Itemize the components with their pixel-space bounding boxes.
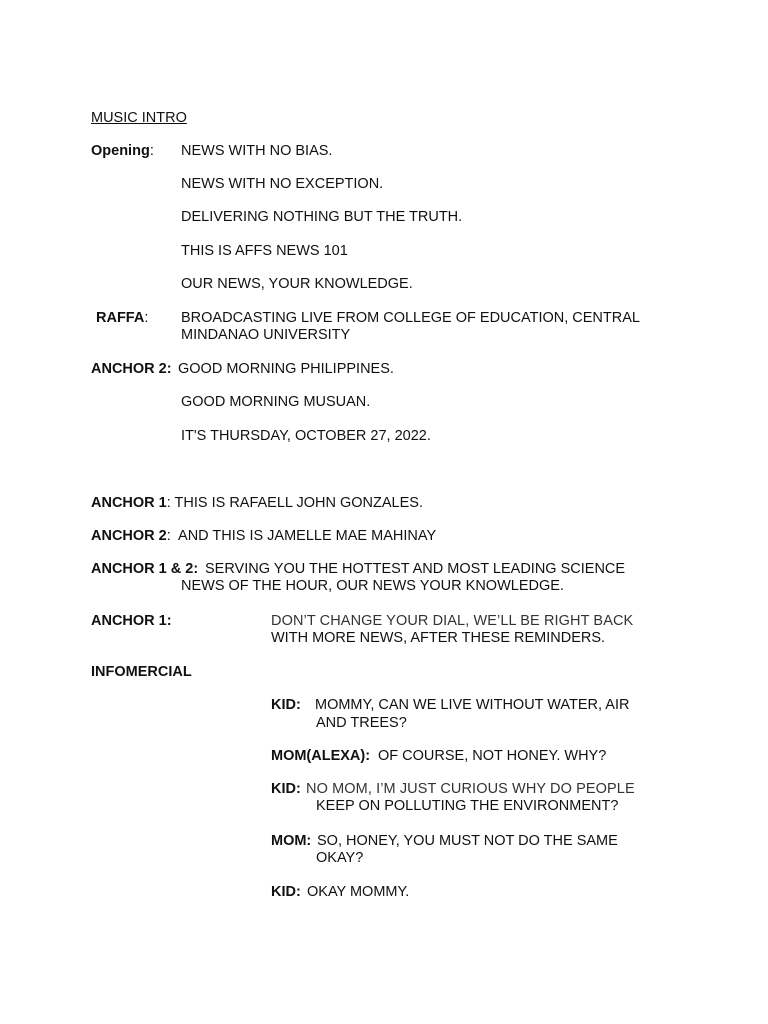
- dialogue-line: SO, HONEY, YOU MUST NOT DO THE SAME: [317, 833, 618, 849]
- dialogue-line: MOMMY, CAN WE LIVE WITHOUT WATER, AIR: [315, 697, 630, 713]
- raffa-line: BROADCASTING LIVE FROM COLLEGE OF EDUCATION, CENTRAL: [181, 310, 640, 326]
- raffa-speaker-label: [96, 309, 148, 327]
- anchor1-break-speaker-label: ANCHOR 1:: [91, 613, 172, 629]
- dialogue-line: AND TREES?: [316, 715, 407, 731]
- kid-speaker-label: KID:: [271, 697, 301, 713]
- anchor1-break-line: WITH MORE NEWS, AFTER THESE REMINDERS.: [271, 630, 606, 646]
- anchor12-line: NEWS OF THE HOUR, OUR NEWS YOUR KNOWLEDGE.: [181, 578, 564, 594]
- anchor1-intro-line: [91, 494, 423, 512]
- anchor12-line: SERVING YOU THE HOTTEST AND MOST LEADING SCIENCE: [205, 561, 626, 577]
- opening-line: NEWS WITH NO EXCEPTION.: [181, 176, 384, 192]
- opening-line: THIS IS AFFS NEWS 101: [181, 243, 348, 259]
- speaker-name: ANCHOR 1: [91, 495, 167, 511]
- dialogue-line: OKAY?: [316, 850, 364, 866]
- infomercial-heading: INFOMERCIAL: [91, 664, 192, 680]
- anchor2-intro-line: [91, 527, 436, 545]
- anchor2-speaker-label: ANCHOR 2:: [91, 361, 172, 377]
- speaker-name: ANCHOR 2: [91, 528, 167, 544]
- opening-speaker-label: [91, 142, 154, 160]
- raffa-line: MINDANAO UNIVERSITY: [181, 327, 351, 343]
- dialogue-line: OF COURSE, NOT HONEY. WHY?: [378, 748, 607, 764]
- mom-speaker-label: MOM:: [271, 833, 312, 849]
- dialogue-text: : AND THIS IS JAMELLE MAE MAHINAY: [166, 528, 437, 544]
- anchor1-break-line: DON’T CHANGE YOUR DIAL, WE’LL BE RIGHT BACK: [271, 613, 634, 629]
- speaker-colon: :: [149, 143, 154, 159]
- kid-speaker-label: KID:: [271, 884, 301, 900]
- kid-speaker-label: KID:: [271, 781, 301, 797]
- dialogue-text: : THIS IS RAFAELL JOHN GONZALES.: [166, 495, 423, 511]
- anchor2-line: GOOD MORNING MUSUAN.: [181, 394, 371, 410]
- opening-line: OUR NEWS, YOUR KNOWLEDGE.: [181, 276, 413, 292]
- opening-line: NEWS WITH NO BIAS.: [181, 143, 333, 159]
- speaker-name: Opening: [91, 143, 150, 159]
- dialogue-line: KEEP ON POLLUTING THE ENVIRONMENT?: [316, 798, 619, 814]
- mom-alexa-speaker-label: MOM(ALEXA):: [271, 748, 371, 764]
- anchor12-speaker-label: ANCHOR 1 & 2:: [91, 561, 199, 577]
- opening-line: DELIVERING NOTHING BUT THE TRUTH.: [181, 209, 463, 225]
- anchor2-line: IT'S THURSDAY, OCTOBER 27, 2022.: [181, 428, 431, 444]
- dialogue-line: NO MOM, I’M JUST CURIOUS WHY DO PEOPLE: [306, 781, 635, 797]
- speaker-colon: :: [144, 310, 149, 326]
- music-intro-heading: MUSIC INTRO: [91, 110, 187, 126]
- speaker-name: RAFFA: [96, 310, 145, 326]
- anchor2-line: GOOD MORNING PHILIPPINES.: [178, 361, 394, 377]
- dialogue-line: OKAY MOMMY.: [307, 884, 410, 900]
